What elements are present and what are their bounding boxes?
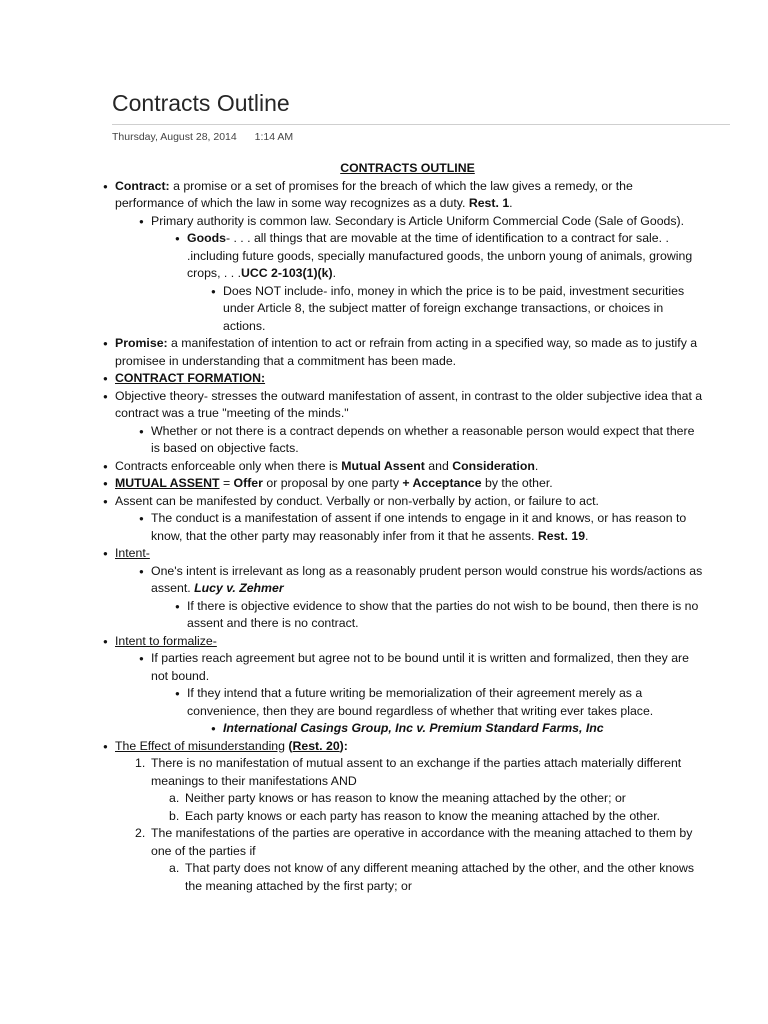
list-item: ● Promise: a manifestation of intention to act or refrain from acting in a specified way, so made as to justify a promisee in understanding that a commitment has been made. — [100, 335, 705, 370]
list-item: ● Contract: a promise or a set of promises for the breach of which the law gives a remedy, or the performance of which the law in some way recognizes as a duty. Rest. 1. ● Primary authority is common law. Secondary is Article Uniform Commercial Code (Sale of Goods). ● Goods- . . . all things that are movable at the time of identification to a contract for sale. . .including future goods, specially manufactured goods, the unborn young of animals, growing crops, . . .UCC 2-103(1)(k). ● Does NOT include- info, money in which the price is to be paid, investment securities under Article 8, the subject matter of foreign exchange transactions, or choices in actions. — [100, 178, 705, 336]
term-contract: Contract: — [115, 178, 170, 193]
cite-rest-19: Rest. 19 — [537, 528, 586, 543]
case-lucy-v-zehmer: Lucy v. Zehmer — [194, 581, 284, 595]
list-item: ● Goods- . . . all things that are movable at the time of identification to a contract for sale. . .including future goods, specially manufactured goods, the unborn young of animals, growing crops, . . .UCC 2-103(1)(k). ● Does NOT include- info, money in which the price is to be paid, investment securities under Article 8, the subject matter of foreign exchange transactions, or choices in actions. — [172, 230, 705, 335]
term-promise: Promise: — [115, 336, 168, 350]
cite-rest-1: Rest. 1 — [468, 196, 510, 210]
cite-rest-20: Rest. 20 — [292, 738, 340, 753]
date-text: Thursday, August 28, 2014 — [112, 131, 237, 143]
list-item: ● The Effect of misunderstanding (Rest. 20): 1. There is no manifestation of mutual assent to an exchange if the parties attach materially different meanings to their manifestations AND a. Neither party knows or has reason to know the meaning attached by the other; or b. Each party knows or each party has reason to know the meaning attached by the other. 2. The manifestations of the parties are operative in accordance with the meaning attached to them by one of the parties if a. That party does not know of any different meaning attached by the other, and the other knows the meaning attached by the first party; or — [100, 738, 705, 896]
list-item: 1. There is no manifestation of mutual assent to an exchange if the parties attach materially different meanings to their manifestations AND a. Neither party knows or has reason to know the meaning attached by the other; or b. Each party knows or each party has reason to know the meaning attached by the other. — [135, 755, 705, 825]
cite-ucc: UCC 2-103(1)(k) — [241, 266, 333, 280]
section-formation: CONTRACT FORMATION: — [115, 371, 266, 385]
list-item: ● If parties reach agreement but agree not to be bound until it is written and formalized, then they are not bound. ● If they intend that a future writing be memorialization of their agreement merely as a convenience, then they are bound regardless of whether that writing ever takes place. ● International Casings Group, Inc v. Premium Standard Farms, Inc — [136, 650, 705, 738]
list-item: ● The conduct is a manifestation of assent if one intends to engage in it and knows, or has reason to know, that the other party may reasonably infer from it that he assents. Rest. 19. — [136, 510, 705, 545]
list-item: ● Whether or not there is a contract depends on whether a reasonable person would expect that there is based on objective facts. — [136, 423, 705, 458]
case-international-casings: International Casings Group, Inc v. Premium Standard Farms, Inc — [223, 721, 604, 735]
term-mutual-assent: MUTUAL ASSENT — [115, 476, 220, 490]
list-item — [100, 633, 705, 738]
list-item: ● Objective theory- stresses the outward manifestation of assent, in contrast to the older subjective idea that a contract was a true "meeting of the minds." ● Whether or not there is a contract depends on whether a reasonable person would expect that there is based on objective facts. — [100, 388, 705, 458]
def-contract: a promise or a set of promises for the breach of which the law gives a remedy, or the performance of which the law in some way recognizes as a duty. — [115, 178, 633, 210]
dateline — [112, 131, 293, 143]
list-item — [100, 370, 705, 388]
list-item: a. Neither party knows or has reason to know the meaning attached by the other; or — [169, 791, 626, 805]
list-item: ● If they intend that a future writing be memorialization of their agreement merely as a convenience, then they are bound regardless of whether that writing ever takes place. ● International Casings Group, Inc v. Premium Standard Farms, Inc — [172, 685, 705, 738]
term-goods: Goods — [187, 231, 226, 245]
term-intent: Intent- — [115, 546, 150, 560]
list-item: ● One's intent is irrelevant as long as a reasonably prudent person would construe his words/actions as assent. Lucy v. Zehmer ● If there is objective evidence to show that the parties do not wish to be bound, then there is no assent and there is no contract. — [136, 563, 705, 633]
list-item — [100, 545, 705, 633]
list-item: 2. The manifestations of the parties are operative in accordance with the meaning attached to them by one of the parties if a. That party does not know of any different meaning attached by the other, and the other knows the meaning attached by the first party; or — [135, 825, 705, 895]
list-item: ● Assent can be manifested by conduct. Verbally or non-verbally by action, or failure to act. ● The conduct is a manifestation of assent if one intends to engage in it and knows, or has reason to know, that the other party may reasonably infer from it that he assents. Rest. 19. — [100, 493, 705, 546]
title-divider — [112, 124, 730, 125]
time-text: 1:14 AM — [254, 131, 294, 143]
outline-heading: CONTRACTS OUTLINE — [340, 161, 475, 175]
list-item: ● MUTUAL ASSENT = Offer or proposal by one party + Acceptance by the other. — [100, 475, 705, 493]
list-item: ● Primary authority is common law. Secondary is Article Uniform Commercial Code (Sale of Goods). ● Goods- . . . all things that are movable at the time of identification to a contract for sale. . .including future goods, specially manufactured goods, the unborn young of animals, growing crops, . . .UCC 2-103(1)(k). ● Does NOT include- info, money in which the price is to be paid, investment securities under Article 8, the subject matter of foreign exchange transactions, or choices in actions. — [136, 213, 705, 336]
page-title: Contracts Outline — [112, 90, 290, 116]
term-intent-to-formalize: Intent to formalize- — [115, 633, 217, 648]
list-item: a. That party does not know of any different meaning attached by the other, and the other knows the meaning attached by the first party; or — [169, 861, 695, 893]
term-misunderstanding: The Effect of misunderstanding — [115, 738, 285, 753]
outline-body — [100, 160, 705, 895]
list-item — [208, 720, 705, 738]
list-item: b. Each party knows or each party has reason to know the meaning attached by the other. — [169, 808, 661, 823]
list-item: ● Contracts enforceable only when there is Mutual Assent and Consideration. — [100, 458, 705, 476]
outline-list — [100, 178, 705, 896]
list-item: ● If there is objective evidence to show that the parties do not wish to be bound, then there is no assent and there is no contract. — [172, 598, 705, 633]
list-item: ● Does NOT include- info, money in which the price is to be paid, investment securities under Article 8, the subject matter of foreign exchange transactions, or choices in actions. — [208, 283, 705, 336]
